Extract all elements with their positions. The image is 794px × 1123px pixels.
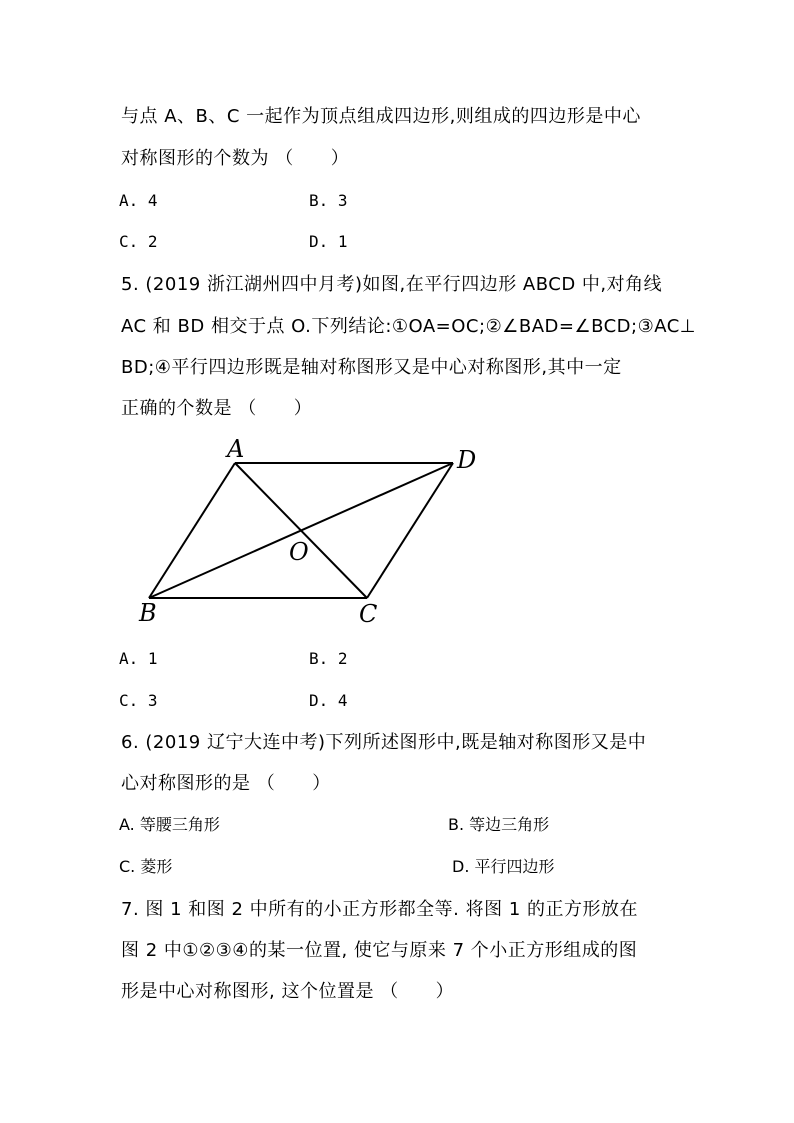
- q5-option-d: D. 4: [309, 691, 348, 710]
- q6-option-d: D. 平行四边形: [452, 857, 555, 876]
- q4-option-a: A. 4: [119, 191, 158, 210]
- diagonal-bd: [149, 463, 453, 598]
- q4-text-line-1: 与点 A、B、C 一起作为顶点组成四边形,则组成的四边形是中心: [121, 106, 641, 127]
- q7-text-line-1: 7. 图 1 和图 2 中所有的小正方形都全等. 将图 1 的正方形放在: [121, 899, 639, 920]
- q6-option-b: B. 等边三角形: [448, 815, 550, 834]
- q5-text-line-4: 正确的个数是 （ ）: [121, 398, 313, 419]
- q5-option-c: C. 3: [119, 691, 158, 710]
- q6-option-c: C. 菱形: [119, 857, 173, 876]
- q5-text-line-2: AC 和 BD 相交于点 O.下列结论:①OA=OC;②∠BAD=∠BCD;③AC⊥: [121, 316, 696, 337]
- q6-text-line-2: 心对称图形的是 （ ）: [121, 773, 331, 794]
- q7-text-line-2: 图 2 中①②③④的某一位置, 使它与原来 7 个小正方形组成的图: [121, 940, 638, 961]
- vertex-label-c: C: [359, 600, 378, 628]
- q7-text-line-3: 形是中心对称图形, 这个位置是 （ ）: [121, 981, 455, 1002]
- vertex-label-b: B: [139, 599, 157, 627]
- side-ab: [149, 463, 235, 598]
- q4-text-line-2: 对称图形的个数为 （ ）: [121, 148, 350, 169]
- vertex-label-a: A: [227, 435, 245, 463]
- q6-option-a: A. 等腰三角形: [119, 815, 220, 834]
- side-dc: [367, 463, 453, 598]
- q5-option-a: A. 1: [119, 649, 158, 668]
- q4-option-c: C. 2: [119, 232, 158, 251]
- q6-text-line-1: 6. (2019 辽宁大连中考)下列所述图形中,既是轴对称图形又是中: [121, 732, 647, 753]
- q5-text-line-3: BD;④平行四边形既是轴对称图形又是中心对称图形,其中一定: [121, 357, 622, 378]
- q5-option-b: B. 2: [309, 649, 348, 668]
- q4-option-d: D. 1: [309, 232, 348, 251]
- q4-option-b: B. 3: [309, 191, 348, 210]
- parallelogram-figure: [135, 430, 495, 630]
- q5-text-line-1: 5. (2019 浙江湖州四中月考)如图,在平行四边形 ABCD 中,对角线: [121, 274, 663, 295]
- vertex-label-d: D: [457, 446, 477, 474]
- vertex-label-o: O: [289, 538, 309, 566]
